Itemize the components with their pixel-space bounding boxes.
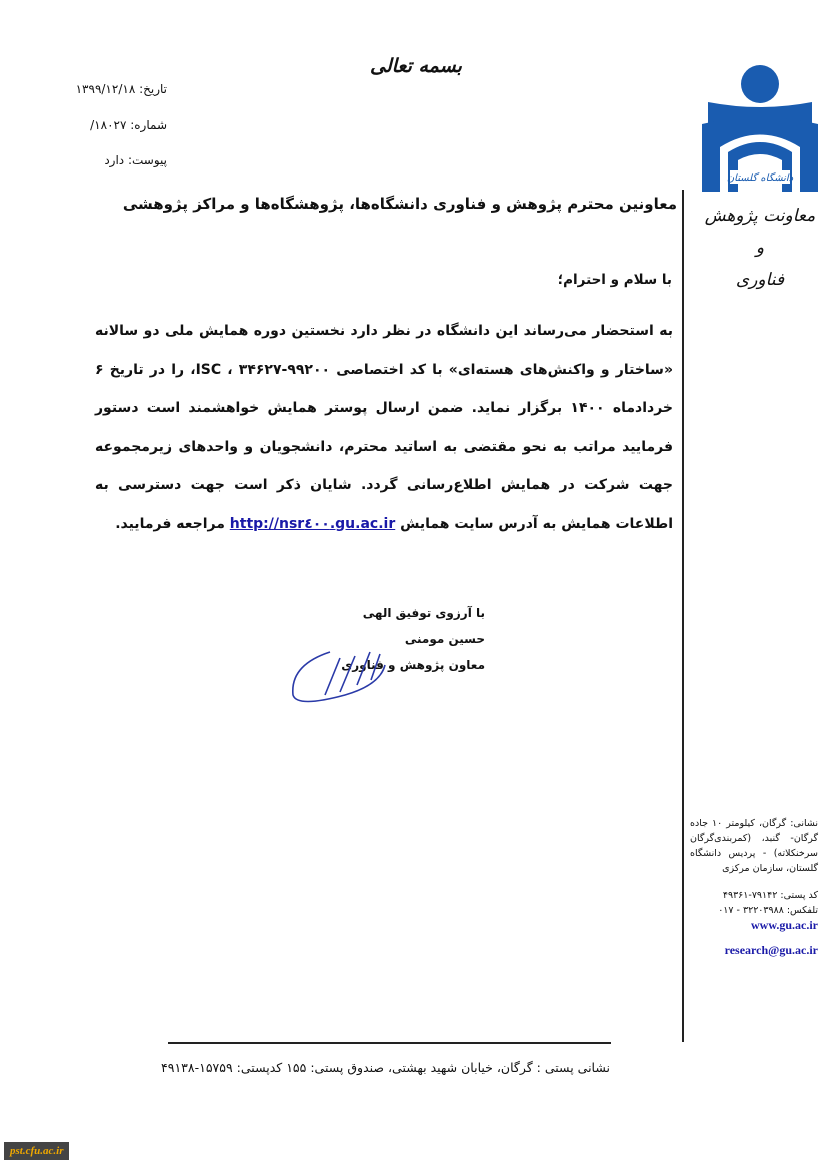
- sidebar-address: نشانی: گرگان، کیلومتر ۱۰ جاده گرگان- گنبد، (کمربندی‌گرگان سرخنکلاته) - پردیس دانشگاه گلستان، سازمان مرکزی: [690, 818, 818, 874]
- contact-sidebar: [690, 816, 818, 958]
- sidebar-postal-code: کد پستی: ۷۹۱۴۲-۴۹۳۶۱: [722, 890, 818, 901]
- conference-link[interactable]: http://nsr٤٠٠.gu.ac.ir: [229, 515, 396, 532]
- letter-attachment: پیوست: دارد: [104, 153, 167, 167]
- letter-body: [95, 312, 673, 543]
- logo-university-name: دانشگاه گلستان: [726, 173, 794, 184]
- letter-number: شماره: ۱۸۰۲۷/: [90, 118, 167, 132]
- website-link[interactable]: www.gu.ac.ir: [751, 918, 818, 932]
- signatory-name: حسین مومنی: [404, 632, 485, 646]
- closing-wish: با آرزوی توفیق الهی: [362, 606, 485, 620]
- greeting: با سلام و احترام؛: [557, 272, 672, 288]
- unit-name-line1: معاونت پژوهش و: [704, 206, 816, 258]
- footer-divider: [168, 1042, 611, 1044]
- body-text: به استحضار می‌رساند این دانشگاه در نظر دارد نخستین دوره همایش ملی دو سالانه «ساختار و واکنش‌های هسته‌ای» با کد اختصاصی ISC ، ۳۴۶۲۷-۹۹۲۰۰، را در تاریخ ۶ خردادماه ۱۴۰۰ برگزار نماید. ضمن ارسال پوستر همایش خواهشمند است دستور فرمایید مراتب به نحو مقتضی به اساتید محترم، دانشجویان و واحدهای زیرمجموعه جهت شرکت در همایش اطلاع‌رسانی گردد. شایان ذکر است جهت دسترسی به اطلاعات همایش به آدرس سایت همایش: [95, 323, 674, 532]
- university-logo: [700, 62, 820, 197]
- invocation-heading: بسمه تعالی: [370, 55, 462, 77]
- body-text-end: مراجعه فرمایید.: [115, 515, 225, 532]
- email-link[interactable]: research@gu.ac.ir: [724, 943, 818, 957]
- unit-name-line2: فناوری: [735, 270, 785, 290]
- watermark: pst.cfu.ac.ir: [4, 1142, 69, 1160]
- letter-date: تاریخ: ۱۳۹۹/۱۲/۱۸: [75, 82, 167, 96]
- signature: [285, 640, 395, 710]
- vertical-divider: [682, 190, 684, 1042]
- logo-caption: [700, 200, 820, 296]
- footer-postal-address: نشانی پستی : گرگان، خیابان شهید بهشتی، صندوق پستی: ۱۵۵ کدپستی: ۱۵۷۵۹-۴۹۱۳۸: [161, 1060, 610, 1075]
- addressee: معاونین محترم پژوهش و فناوری دانشگاه‌ها، پژوهشگاه‌ها و مراکز پژوهشی: [122, 195, 677, 213]
- signatory-title: معاون پژوهش و فناوری: [341, 658, 485, 672]
- sidebar-phone: تلفکس: ۳۲۲۰۳۹۸۸ - ۰۱۷: [718, 905, 818, 916]
